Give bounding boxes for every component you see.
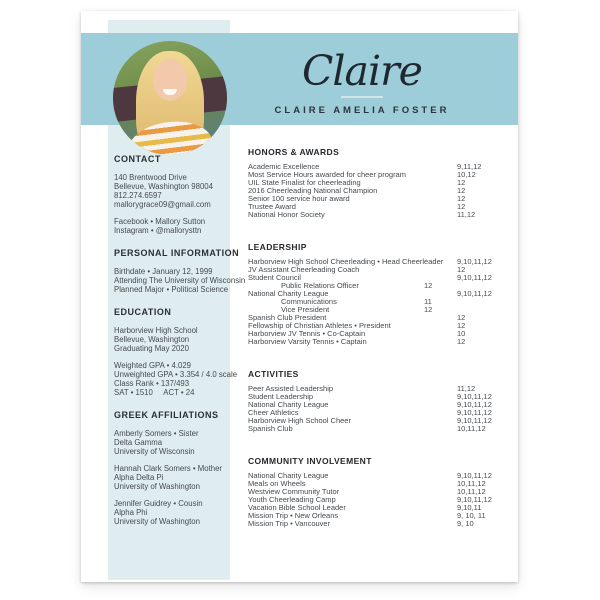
- entry-grades: 10: [457, 329, 466, 338]
- script-signature: Claire: [302, 47, 422, 95]
- sidebar-line: Hannah Clark Somers • Mother: [114, 464, 223, 473]
- entry-grades: 9,10,11,12: [457, 400, 492, 409]
- sidebar-line: 812.274.6597: [114, 191, 162, 200]
- entry-grades: 9,10,11,12: [457, 289, 492, 298]
- entry-label: Public Relations Officer: [281, 281, 359, 290]
- sidebar-line: Alpha Phi: [114, 508, 148, 517]
- entry-label: Student Council: [248, 273, 301, 282]
- entry-grades: 9,10,11,12: [457, 257, 492, 266]
- resume-section: [248, 148, 506, 219]
- entry-grades: 12: [457, 337, 466, 346]
- sidebar-line: University of Wisconsin: [114, 447, 195, 456]
- sidebar-line: Amberly Somers • Sister: [114, 429, 199, 438]
- sidebar-line: Birthdate • January 12, 1999: [114, 267, 213, 276]
- entry-grades: 9,10,11: [457, 503, 482, 512]
- sidebar-line: Attending The University of Wisconsin: [114, 276, 246, 285]
- entry-label: National Honor Society: [248, 210, 325, 219]
- sidebar-group: [114, 173, 232, 209]
- entry-grades: 9,10,11,12: [457, 416, 492, 425]
- sidebar-section: [114, 410, 232, 526]
- sidebar-section-title: PERSONAL INFORMATION: [114, 248, 240, 258]
- sidebar-line: Bellevue, Washington: [114, 335, 190, 344]
- sidebar-group: [114, 464, 232, 491]
- sidebar-line: Graduating May 2020: [114, 344, 189, 353]
- sidebar-line: Planned Major • Political Science: [114, 285, 229, 294]
- entry-grades: 11,12: [457, 210, 476, 219]
- entry-grades: 12: [424, 305, 433, 314]
- sidebar-group: [114, 361, 238, 397]
- sidebar-group: [114, 217, 232, 235]
- entry-label: Harborview High School Cheerleading • Head Cheerleader: [248, 257, 444, 266]
- entry-label: Student Leadership: [248, 392, 314, 401]
- entry-grades: 10,11,12: [457, 487, 486, 496]
- entry-label: Communications: [281, 297, 337, 306]
- sidebar-section-title: CONTACT: [114, 154, 161, 164]
- entry-label: Meals on Wheels: [248, 479, 306, 488]
- entry-label: Academic Excellence: [248, 162, 320, 171]
- sidebar-section: [114, 154, 232, 235]
- sidebar-line: Class Rank • 137/493: [114, 379, 190, 388]
- entry-label: Trustee Award: [248, 202, 296, 211]
- entry-grades: 9,10,11,12: [457, 495, 492, 504]
- entry-label: Vice President: [281, 305, 330, 314]
- entry-grades: 9,10,11,12: [457, 392, 492, 401]
- entry-label: Youth Cheerleading Camp: [248, 495, 336, 504]
- entry-label: Harborview Varsity Tennis • Captain: [248, 337, 367, 346]
- entry-grades: 12: [457, 313, 466, 322]
- entry-grades: 9, 10: [457, 519, 474, 528]
- resume-section-title: COMMUNITY INVOLVEMENT: [248, 456, 372, 466]
- sidebar-line: Unweighted GPA • 3.354 / 4.0 scale: [114, 370, 238, 379]
- entry-label: 2016 Cheerleading National Champion: [248, 186, 378, 195]
- resume-section-title: HONORS & AWARDS: [248, 147, 340, 157]
- entry-label: Spanish Club President: [248, 313, 327, 322]
- entry-label: National Charity League: [248, 400, 329, 409]
- sidebar-line: Alpha Delta Pi: [114, 473, 164, 482]
- sidebar-line: mallorygrace09@gmail.com: [114, 200, 211, 209]
- entry-grades: 9,10,11,12: [457, 408, 492, 417]
- entry-label: Spanish Club: [248, 424, 293, 433]
- sidebar-group: [114, 326, 232, 353]
- entry-label: Mission Trip • Vancouver: [248, 519, 331, 528]
- entry-grades: 10,11,12: [457, 479, 486, 488]
- resume-entry: [248, 520, 506, 528]
- entry-grades: 12: [457, 186, 466, 195]
- entry-label: Harborview JV Tennis • Co-Captain: [248, 329, 366, 338]
- entry-grades: 12: [457, 178, 466, 187]
- sidebar-line: Delta Gamma: [114, 438, 163, 447]
- entry-label: Cheer Athletics: [248, 408, 299, 417]
- entry-grades: 9,10,11,12: [457, 273, 492, 282]
- entry-label: Most Service Hours awarded for cheer program: [248, 170, 406, 179]
- main-content: [248, 148, 506, 552]
- resume-page: [81, 11, 518, 582]
- entry-grades: 9,11,12: [457, 162, 482, 171]
- sidebar-line: Instagram • @mallorysttn: [114, 226, 202, 235]
- resume-section-title: ACTIVITIES: [248, 369, 299, 379]
- sidebar-group: [114, 499, 232, 526]
- sidebar-line: University of Washington: [114, 517, 200, 526]
- sidebar-section-title: EDUCATION: [114, 307, 172, 317]
- entry-label: Peer Assisted Leadership: [248, 384, 334, 393]
- entry-label: Harborview High School Cheer: [248, 416, 351, 425]
- sidebar-section: [114, 248, 246, 294]
- sidebar-line: SAT • 1510 ACT • 24: [114, 388, 195, 397]
- sidebar-section-title: GREEK AFFILIATIONS: [114, 410, 219, 420]
- entry-grades: 9,10,11,12: [457, 471, 492, 480]
- entry-label: UIL State Finalist for cheerleading: [248, 178, 361, 187]
- sidebar-line: 140 Brentwood Drive: [114, 173, 187, 182]
- resume-section: [248, 243, 506, 346]
- resume-section-title: LEADERSHIP: [248, 242, 307, 252]
- entry-label: Senior 100 service hour award: [248, 194, 350, 203]
- resume-entry: [248, 211, 506, 219]
- sidebar-line: Facebook • Mallory Sutton: [114, 217, 206, 226]
- entry-label: Mission Trip • New Orleans: [248, 511, 339, 520]
- sidebar-line: Bellevue, Washington 98004: [114, 182, 213, 191]
- entry-label: Westview Community Tutor: [248, 487, 340, 496]
- entry-grades: 12: [457, 321, 466, 330]
- sidebar-group: [114, 429, 232, 456]
- sidebar-content: [114, 154, 246, 539]
- entry-label: Vacation Bible School Leader: [248, 503, 346, 512]
- resume-entry: [248, 338, 506, 346]
- sidebar-line: Jennifer Guidrey • Cousin: [114, 499, 203, 508]
- entry-grades: 12: [457, 194, 466, 203]
- entry-grades: 12: [424, 281, 433, 290]
- entry-grades: 12: [457, 265, 466, 274]
- sidebar-group: [114, 267, 246, 294]
- resume-section: [248, 370, 506, 433]
- profile-photo: [113, 41, 227, 155]
- sidebar-line: University of Washington: [114, 482, 200, 491]
- resume-entry: [248, 425, 506, 433]
- entry-label: National Charity League: [248, 289, 329, 298]
- entry-grades: 9, 10, 11: [457, 511, 486, 520]
- entry-label: Fellowship of Christian Athletes • President: [248, 321, 391, 330]
- entry-grades: 11,12: [457, 384, 476, 393]
- entry-grades: 10,12: [457, 170, 476, 179]
- name-divider: [341, 96, 383, 98]
- entry-grades: 12: [457, 202, 466, 211]
- entry-grades: 11: [424, 297, 432, 306]
- entry-label: National Charity League: [248, 471, 329, 480]
- sidebar-section: [114, 307, 238, 397]
- full-name: CLAIRE AMELIA FOSTER: [274, 105, 450, 116]
- name-block: [242, 49, 482, 116]
- entry-label: JV Assistant Cheerleading Coach: [248, 265, 360, 274]
- resume-section: [248, 457, 506, 528]
- sidebar-line: Harborview High School: [114, 326, 198, 335]
- entry-grades: 10,11,12: [457, 424, 486, 433]
- sidebar-line: Weighted GPA • 4.029: [114, 361, 191, 370]
